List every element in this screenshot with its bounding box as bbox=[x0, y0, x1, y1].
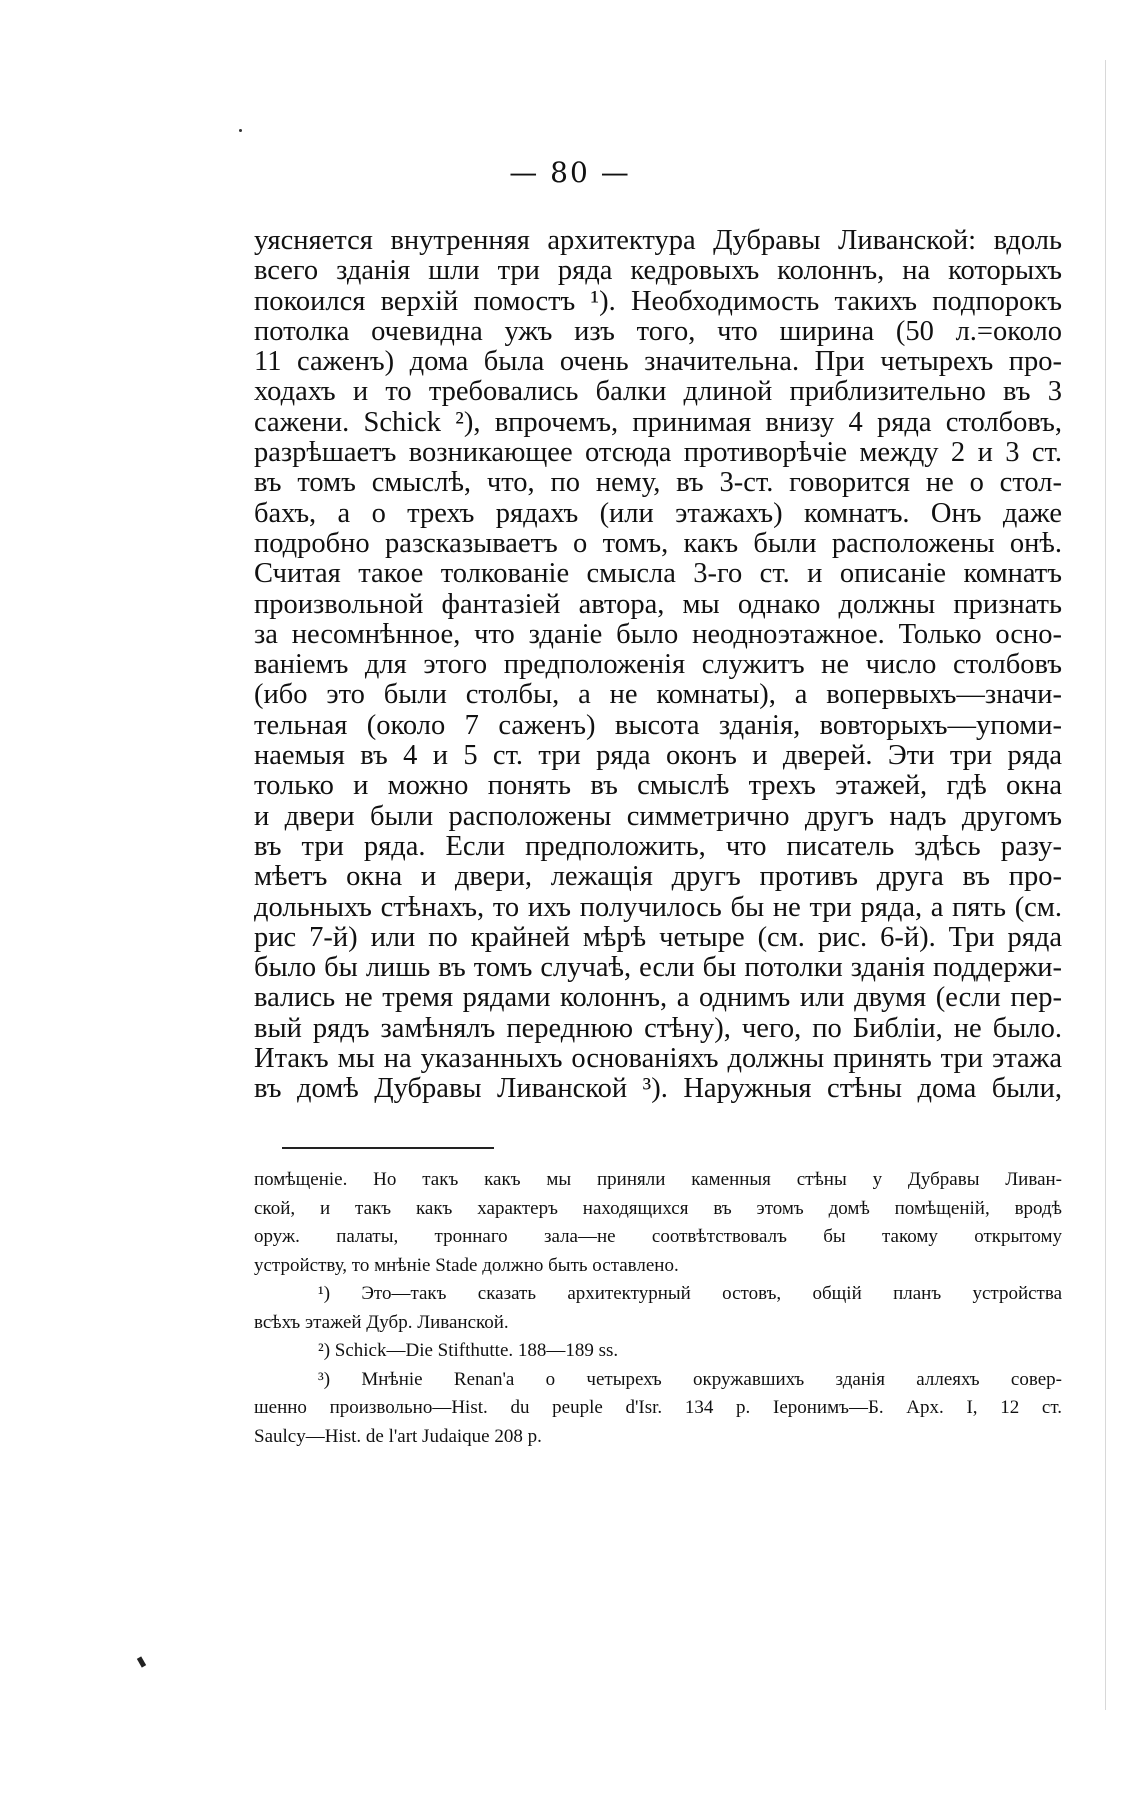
footnote-2-line: ²) Schick—Die Stifthutte. 188—189 ss. bbox=[318, 1340, 619, 1361]
text-line: 11 саженъ) дома была очень значительна. При четырехъ про- bbox=[254, 346, 1062, 378]
text-line: и двери были расположены симметрично другъ надъ другомъ bbox=[254, 800, 1062, 832]
main-text bbox=[254, 226, 1062, 1105]
text-line: покоился верхій помостъ ¹). Необходимость такихъ подпорокъ bbox=[254, 285, 1062, 317]
text-line: только и можно понять въ смыслѣ трехъ этажей, гдѣ окна bbox=[254, 770, 1062, 802]
footnote-continuation-line: оруж. палаты, троннаго зала—не соотвѣтствовалъ бы такому открытому bbox=[254, 1226, 1062, 1247]
text-line: сажени. Schick ²), впрочемъ, принимая внизу 4 ряда столбовъ, bbox=[254, 406, 1062, 438]
text-line: (ибо это были столбы, а не комнаты), а вопервыхъ—значи- bbox=[254, 679, 1062, 711]
footnote-continuation-line: устройству, то мнѣніе Stade должно быть оставлено. bbox=[254, 1254, 679, 1276]
text-line: уясняется внутренняя архитектура Дубравы Ливанской: вдоль bbox=[254, 225, 1062, 256]
text-line: было бы лишь въ томъ случаѣ, если бы потолки зданія поддержи- bbox=[254, 952, 1062, 984]
text-line: вались не тремя рядами колоннъ, а однимъ или двумя (если пер- bbox=[254, 982, 1062, 1014]
print-speck bbox=[239, 129, 242, 132]
text-line: Итакъ мы на указанныхъ основаніяхъ должны принять три этажа bbox=[254, 1043, 1062, 1075]
footnote-continuation-line: помѣщеніе. Но такъ какъ мы приняли каменныя стѣны у Дубравы Ливан- bbox=[254, 1169, 1062, 1190]
text-line: наемыя въ 4 и 5 ст. три ряда оконъ и дверей. Эти три ряда bbox=[254, 740, 1062, 772]
text-line: всего зданія шли три ряда кедровыхъ колоннъ, на которыхъ bbox=[254, 255, 1062, 287]
text-line: въ три ряда. Если предположить, что писатель здѣсь разу- bbox=[254, 830, 1062, 862]
text-line: мѣетъ окна и двери, лежащія другъ противъ друга въ про- bbox=[254, 861, 1062, 893]
print-mark bbox=[137, 1656, 146, 1667]
footnote-3-line: шенно произвольно—Hist. du peuple d'Isr. 134 p. Іеронимъ—Б. Арх. I, 12 ст. bbox=[254, 1397, 1062, 1418]
page-number: — 80 — bbox=[509, 156, 631, 189]
text-line: тельная (около 7 саженъ) высота зданія, вовторыхъ—упоми- bbox=[254, 709, 1062, 741]
text-line: дольныхъ стѣнахъ, то ихъ получилось бы не три ряда, а пять (см. bbox=[254, 891, 1062, 923]
footnote-separator bbox=[282, 1147, 494, 1149]
text-line: бахъ, а о трехъ рядахъ (или этажахъ) комнатъ. Онъ даже bbox=[254, 497, 1062, 529]
text-line: ходахъ и то требовались балки длиной приблизительно въ 3 bbox=[254, 376, 1062, 408]
text-line: за несомнѣнное, что зданіе было неодноэтажное. Только осно- bbox=[254, 618, 1062, 650]
footnote-continuation-line: ской, и такъ какъ характеръ находящихся въ этомъ домѣ помѣщеній, вродѣ bbox=[254, 1197, 1062, 1219]
text-line: въ томъ смыслѣ, что, по нему, въ 3-ст. говорится не о стол- bbox=[254, 467, 1062, 499]
footnote-1-line: ¹) Это—такъ сказать архитектурный остовъ, общій планъ устройства bbox=[318, 1283, 1062, 1304]
text-line: подробно разсказываетъ о томъ, какъ были расположены онѣ. bbox=[254, 527, 1062, 559]
scan-edge-line bbox=[1105, 60, 1106, 1710]
footnote-3-line: ³) Мнѣніе Renan'a о четырехъ окружавшихъ зданія аллеяхъ совер- bbox=[318, 1368, 1062, 1390]
text-line: въ домѣ Дубравы Ливанской ³). Наружныя стѣны дома были, bbox=[254, 1073, 1062, 1105]
text-line: ваніемъ для этого предположенія служитъ не число столбовъ bbox=[254, 649, 1062, 681]
text-line: Считая такое толкованіе смысла 3-го ст. и описаніе комнатъ bbox=[254, 558, 1062, 590]
text-line: разрѣшаетъ возникающее отсюда противорѣчіе между 2 и 3 ст. bbox=[254, 437, 1062, 469]
footnote-1-line: всѣхъ этажей Дубр. Ливанской. bbox=[254, 1311, 509, 1333]
text-line: вый рядъ замѣнялъ переднюю стѣну), чего, по Библіи, не было. bbox=[254, 1012, 1062, 1044]
footnote-3-line: Saulcy—Hist. de l'art Judaique 208 p. bbox=[254, 1425, 542, 1447]
footnotes bbox=[254, 1166, 1062, 1451]
text-line: потолка очевидна ужъ изъ того, что ширина (50 л.=около bbox=[254, 315, 1062, 347]
text-line: произвольной фантазіей автора, мы однако должны признать bbox=[254, 588, 1062, 620]
text-line: рис 7-й) или по крайней мѣрѣ четыре (см. рис. 6-й). Три ряда bbox=[254, 921, 1062, 953]
